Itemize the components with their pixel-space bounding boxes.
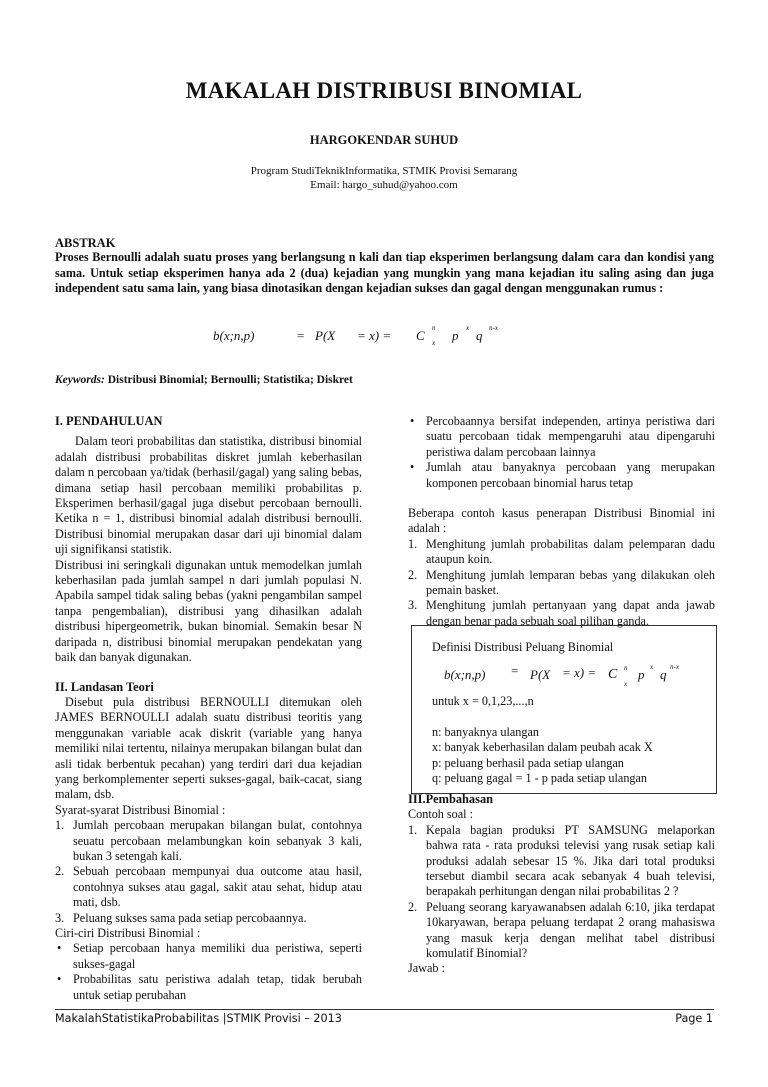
definition-range: untuk x = 0,1,23,...,n bbox=[432, 694, 534, 709]
footer-left: MakalahStatistikaProbabilitas |STMIK Provisi – 2013 bbox=[55, 1012, 342, 1025]
list-item: • Probabilitas satu peristiwa adalah tetap, tidak berubah untuk setiap perubahan bbox=[55, 972, 362, 1003]
list-item: 1. Jumlah percobaan merupakan bilangan bulat, contohnya seuatu percobaan melambungkan koin sebanyak 3 kali, bukan 3 setengah kali. bbox=[55, 818, 362, 863]
formula-mid: P(X bbox=[315, 328, 336, 343]
definition-item: n: banyaknya ulangan bbox=[432, 724, 539, 739]
section-3-heading: III.Pembahasan bbox=[408, 792, 494, 806]
formula-p-sup: x bbox=[650, 663, 654, 672]
list-item: 3. Peluang sukses sama pada setiap percobaannya. bbox=[55, 910, 307, 925]
ciri-list-continued bbox=[408, 414, 715, 491]
keywords bbox=[55, 374, 353, 386]
list-item: 2. Sebuah percobaan mempunyai dua outcome atau hasil, contohnya sukses atau gagal, sakit atau sehat, hidup atau mati, dsb. bbox=[55, 864, 362, 910]
formula-q-sup: n-x bbox=[670, 663, 679, 672]
syarat-list bbox=[55, 818, 362, 926]
list-item: • Setiap percobaan hanya memiliki dua peristiwa, seperti sukses-gagal bbox=[55, 941, 362, 972]
definition-item: q: peluang gagal = 1 - p pada setiap ulangan bbox=[432, 771, 648, 786]
formula-eq2: = x) = bbox=[357, 328, 392, 343]
definition-box bbox=[411, 625, 717, 794]
list-item: • Percobaannya bersifat independen, artinya peristiwa dari suatu percobaan tidak mempengaruhi atau dipengaruhi peristiwa dalam percobaan lainnya bbox=[408, 414, 715, 460]
formula-c-sup: n bbox=[432, 324, 436, 332]
soal-list bbox=[408, 823, 715, 962]
page-number: Page 1 bbox=[675, 1012, 713, 1025]
definition-formula bbox=[432, 663, 712, 693]
formula-c-sup: n bbox=[624, 664, 628, 673]
definition-item: x: banyak keberhasilan dalam peubah acak X bbox=[432, 740, 653, 755]
definition-item: p: peluang berhasil pada setiap ulangan bbox=[432, 755, 624, 770]
abstract-formula bbox=[0, 324, 768, 358]
footer-divider bbox=[55, 1009, 714, 1010]
list-item: 3. Menghitung jumlah pertanyaan yang dapat anda jawab dengan benar pada sebuah soal pilihan ganda. bbox=[408, 598, 715, 628]
author-name: HARGOKENDAR SUHUD bbox=[309, 133, 459, 147]
contoh-list bbox=[408, 537, 715, 629]
formula-c: C bbox=[416, 328, 425, 343]
section-1-heading: I. PENDAHULUAN bbox=[55, 414, 163, 428]
abstract-body: Proses Bernoulli adalah suatu proses yang berlangsung n kali dan tiap eksperimen berlangsung dalam cara dan kondisi yang sama. Untuk setiap eksperimen hanya ada 2 (dua) kejadian yang mungkin yang mana kejadian itu saling asing dan juga independent satu sama lain, yang biasa dinotasikan dengan kejadian sukses dan gagal dengan menggunakan rumus : bbox=[55, 250, 714, 295]
section-1-paragraph: Dalam teori probabilitas dan statistika, distribusi binomial adalah distribusi probabilitas diskret jumlah keberhasilan dalam n percobaan ya/tidak (berhasil/gagal) yang saling bebas, dimana setiap hasil percobaan memiliki probabilitas p. Eksperimen berhasil/gagal juga disebut percobaan bernoulli. Ketika n = 1, distribusi binomial adalah distribusi bernoulli. Distribusi binomial merupakan dasar dari uji binomial dalam uji signifikansi statistik. bbox=[55, 434, 362, 557]
formula-q: q bbox=[476, 328, 483, 343]
formula-eq1: = bbox=[511, 663, 519, 679]
list-item: • Jumlah atau banyaknya percobaan yang merupakan komponen percobaan binomial harus tetap bbox=[408, 460, 715, 491]
jawab-label: Jawab : bbox=[408, 961, 445, 976]
formula-mid: P(X bbox=[530, 667, 551, 683]
formula-lhs: b(x;n,p) bbox=[213, 328, 255, 343]
definition-title: Definisi Distribusi Peluang Binomial bbox=[432, 640, 614, 654]
section-1-paragraph: Distribusi ini seringkali digunakan untuk memodelkan jumlah keberhasilan pada jumlah sampel n dari jumlah populasi N. Apabila sampel tidak saling bebas (yakni pengambilan sampel tanpa pengembalian), distribusi yang dihasilkan adalah distribusi hipergeometrik, bukan binomial. Semakin besar N daripada n, distribusi binomial merupakan pendekatan yang baik dan banyak digunakan. bbox=[55, 557, 362, 665]
formula-q-sup: n-x bbox=[489, 324, 498, 332]
formula-p: p bbox=[638, 667, 645, 683]
ciri-list bbox=[55, 941, 362, 1003]
formula-p: p bbox=[452, 328, 459, 343]
formula-q: q bbox=[660, 667, 667, 683]
formula-c-sub: x bbox=[432, 339, 436, 347]
abstract-heading: ABSTRAK bbox=[55, 236, 116, 250]
formula-eq1: = bbox=[297, 328, 305, 343]
affiliation: Program StudiTeknikInformatika, STMIK Provisi Semarang bbox=[250, 165, 518, 177]
section-3 bbox=[408, 792, 715, 977]
section-2-heading: II. Landasan Teori bbox=[55, 679, 154, 694]
email: Email: hargo_suhud@yahoo.com bbox=[310, 179, 458, 191]
ciri-heading: Ciri-ciri Distribusi Binomial : bbox=[55, 926, 201, 940]
right-column bbox=[408, 414, 715, 629]
formula-eq2: = x) = bbox=[562, 665, 597, 681]
list-item: 1. Kepala bagian produksi PT SAMSUNG melaporkan bahwa rata - rata produksi televisi yang rusak setiap kali produksi adalah sebesar 15 %. Jika dari total produksi tersebut diambil secara acak sebanyak 4 buah televisi, berapakah perhitungan dengan nilai probabilitas 2 ? bbox=[408, 822, 715, 899]
list-item: 2. Peluang seorang karyawanabsen adalah 6:10, jika terdapat 10karyawan, berapa peluang terdapat 2 orang mahasiswa yang masuk kerja dengan melihat tabel distribusi komulatif Binomial? bbox=[408, 899, 715, 961]
contoh-intro: Beberapa contoh kasus penerapan Distribusi Binomial ini adalah : bbox=[408, 506, 715, 536]
formula-c-sub: x bbox=[624, 680, 628, 689]
affiliation-block bbox=[0, 164, 768, 192]
list-item: 2. Menghitung jumlah lemparan bebas yang dilakukan oleh pemain basket. bbox=[408, 567, 715, 598]
keywords-label: Keywords: bbox=[55, 374, 105, 386]
definition-list bbox=[432, 725, 712, 787]
contoh-soal-label: Contoh soal : bbox=[408, 807, 474, 822]
keywords-text: Distribusi Binomial; Bernoulli; Statistika; Diskret bbox=[107, 374, 353, 386]
formula-lhs: b(x;n,p) bbox=[444, 667, 486, 683]
syarat-heading: Syarat-syarat Distribusi Binomial : bbox=[55, 802, 226, 817]
list-item: 1. Menghitung jumlah probabilitas dalam pelemparan dadu ataupun koin. bbox=[408, 536, 715, 567]
formula-c: C bbox=[608, 667, 618, 683]
paper-title: MAKALAH DISTRIBUSI BINOMIAL bbox=[185, 78, 583, 103]
formula-p-sup: x bbox=[466, 324, 470, 332]
section-2-paragraph: Disebut pula distribusi BERNOULLI ditemukan oleh JAMES BERNOULLI adalah suatu distribusi teoritis yang menggunakan variable acak diskrit (variable yang hanya memiliki nilai tertentu, nilainya merupakan bilangan bulat dan asli tidak berbentuk pecahan) yang terdiri dari dua kejadian yang berkomplementer seperti sukses-gagal, baik-cacat, siang malam, dsb. bbox=[55, 694, 362, 802]
left-column bbox=[55, 414, 362, 1003]
